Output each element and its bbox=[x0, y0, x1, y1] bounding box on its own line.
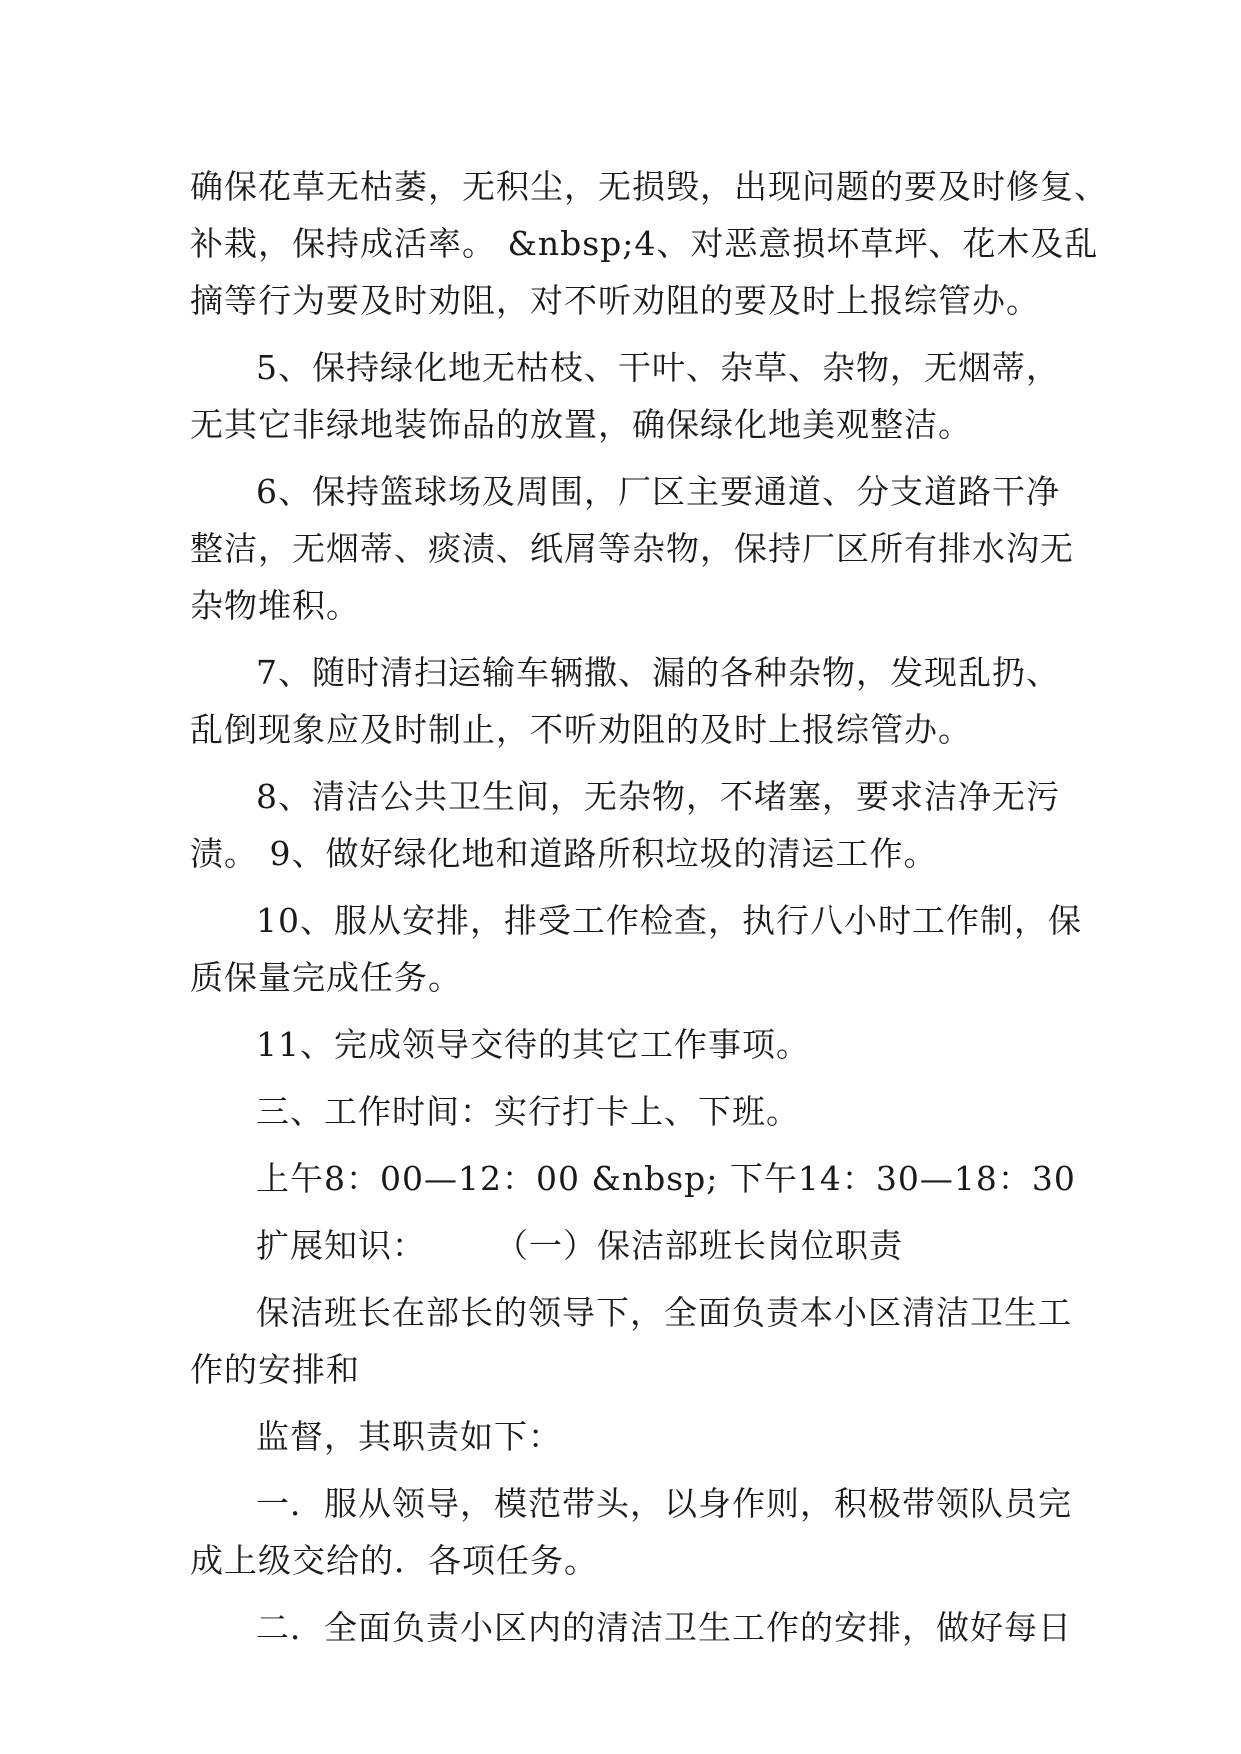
text-line: 杂物堆积。 bbox=[190, 586, 360, 625]
paragraph-line: 三、工作时间：实行打卡上、下班。 bbox=[256, 1092, 800, 1131]
text-line: 摘等行为要及时劝阻，对不听劝阻的要及时上报综管办。 bbox=[190, 281, 1040, 320]
paragraph-line: 8、清洁公共卫生间，无杂物，不堵塞，要求洁净无污 bbox=[256, 777, 1060, 816]
paragraph-line: 上午8：00—12：00 &nbsp; 下午14：30—18：30 bbox=[256, 1159, 1076, 1198]
text-line: 乱倒现象应及时制止，不听劝阻的及时上报综管办。 bbox=[190, 710, 972, 749]
paragraph-line: 6、保持篮球场及周围，厂区主要通道、分支道路干净 bbox=[256, 472, 1060, 511]
text-line: 无其它非绿地装饰品的放置，确保绿化地美观整洁。 bbox=[190, 405, 972, 444]
text-line: 补栽，保持成活率。 &nbsp;4、对恶意损坏草坪、花木及乱 bbox=[190, 224, 1099, 263]
paragraph-line: 5、保持绿化地无枯枝、干叶、杂草、杂物，无烟蒂， bbox=[256, 348, 1060, 387]
paragraph-line: 监督，其职责如下： bbox=[256, 1417, 562, 1456]
text-line: 成上级交给的．各项任务。 bbox=[190, 1541, 598, 1580]
paragraph-line: 10、服从安排，排受工作检查，执行八小时工作制，保 bbox=[256, 901, 1082, 940]
text-line: 渍。 9、做好绿化地和道路所积垃圾的清运工作。 bbox=[190, 834, 938, 873]
paragraph-line: 7、随时清扫运输车辆撒、漏的各种杂物，发现乱扔、 bbox=[256, 653, 1060, 692]
paragraph-line: 保洁班长在部长的领导下，全面负责本小区清洁卫生工 bbox=[256, 1293, 1072, 1332]
paragraph-line: 二．全面负责小区内的清洁卫生工作的安排，做好每日 bbox=[256, 1608, 1072, 1647]
text-line: 作的安排和 bbox=[190, 1350, 360, 1389]
paragraph-line: 扩展知识： （一）保洁部班长岗位职责 bbox=[256, 1226, 903, 1265]
document-body bbox=[190, 158, 1108, 1656]
text-line: 确保花草无枯萎，无积尘，无损毁，出现问题的要及时修复、 bbox=[190, 167, 1108, 206]
paragraph-line: 一．服从领导，模范带头，以身作则，积极带领队员完 bbox=[256, 1484, 1072, 1523]
text-line: 质保量完成任务。 bbox=[190, 958, 462, 997]
paragraph-line: 11、完成领导交待的其它工作事项。 bbox=[256, 1025, 810, 1064]
text-line: 整洁，无烟蒂、痰渍、纸屑等杂物，保持厂区所有排水沟无 bbox=[190, 529, 1074, 568]
